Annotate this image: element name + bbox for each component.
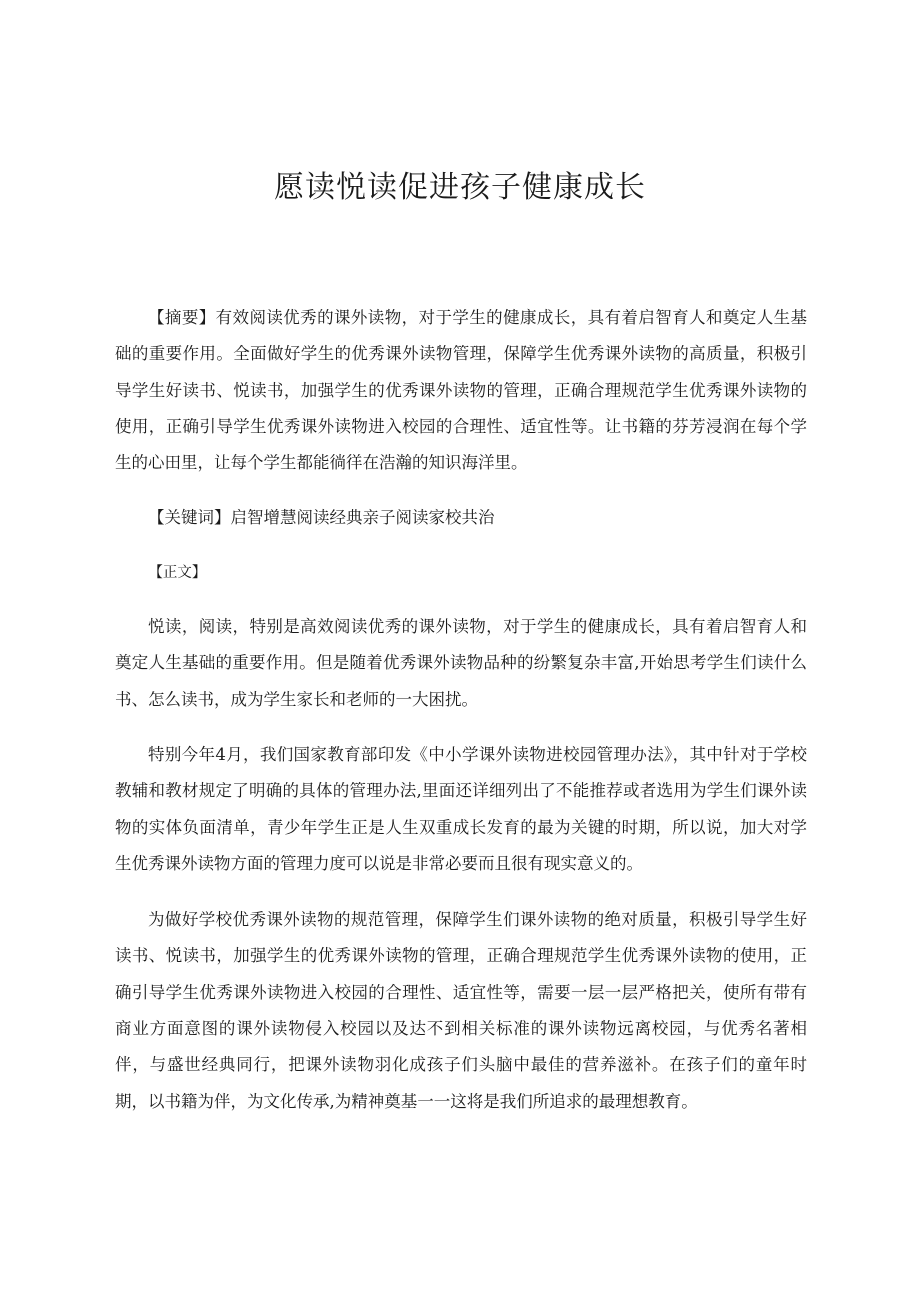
abstract-label: 【摘要】 [148, 308, 216, 327]
abstract-paragraph [115, 300, 807, 481]
document-title: 愿读悦读促进孩子健康成长 [274, 170, 646, 205]
body-paragraph-3: 为做好学校优秀课外读物的规范管理，保障学生们课外读物的绝对质量，积极引导学生好读书、悦读书，加强学生的优秀课外读物的管理，正确合理规范学生优秀课外读物的使用，正确引导学生优秀课外读物进入校园的合理性、适宜性等，需要一层一层严格把关，使所有带有商业方面意图的课外读物侵入校园以及达不到相关标准的课外读物远离校园，与优秀名著相伴，与盛世经典同行，把课外读物羽化成孩子们头脑中最佳的营养滋补。在孩子们的童年时期，以书籍为伴，为文化传承,为精神奠基一一这将是我们所追求的最理想教育。 [115, 910, 807, 1111]
keywords-label: 【关键词】 [148, 508, 231, 528]
abstract-text: 有效阅读优秀的课外读物，对于学生的健康成长，具有着启智育人和奠定人生基础的重要作用。全面做好学生的优秀课外读物管理，保障学生优秀课外读物的高质量，积极引导学生好读书、悦读书，加强学生的优秀课外读物的管理，正确合理规范学生优秀课外读物的使用，正确引导学生优秀课外读物进入校园的合理性、适宜性等。让书籍的芬芳浸润在每个学生的心田里，让每个学生都能徜徉在浩瀚的知识海洋里。 [115, 308, 808, 473]
body-heading: 【正文】 [148, 564, 207, 581]
body-paragraph-2: 特别今年4月，我们国家教育部印发《中小学课外读物进校园管理办法》，其中针对于学校教辅和教材规定了明确的具体的管理办法,里面还详细列出了不能推荐或者选用为学生们课外读物的实体负面清单，青少年学生正是人生双重成长发育的最为关键的时期，所以说，加大对学生优秀课外读物方面的管理力度可以说是非常必要而且很有现实意义的。 [115, 744, 807, 873]
body-paragraph-1: 悦读，阅读，特别是高效阅读优秀的课外读物，对于学生的健康成长，具有着启智育人和奠定人生基础的重要作用。但是随着优秀课外读物品种的纷繁复杂丰富,开始思考学生们读什么书、怎么读书，成为学生家长和老师的一大困扰。 [115, 617, 807, 709]
keywords-paragraph [115, 500, 807, 536]
document-content [115, 300, 807, 1120]
keywords-text: 启智增慧阅读经典亲子阅读家校共治 [230, 508, 495, 528]
